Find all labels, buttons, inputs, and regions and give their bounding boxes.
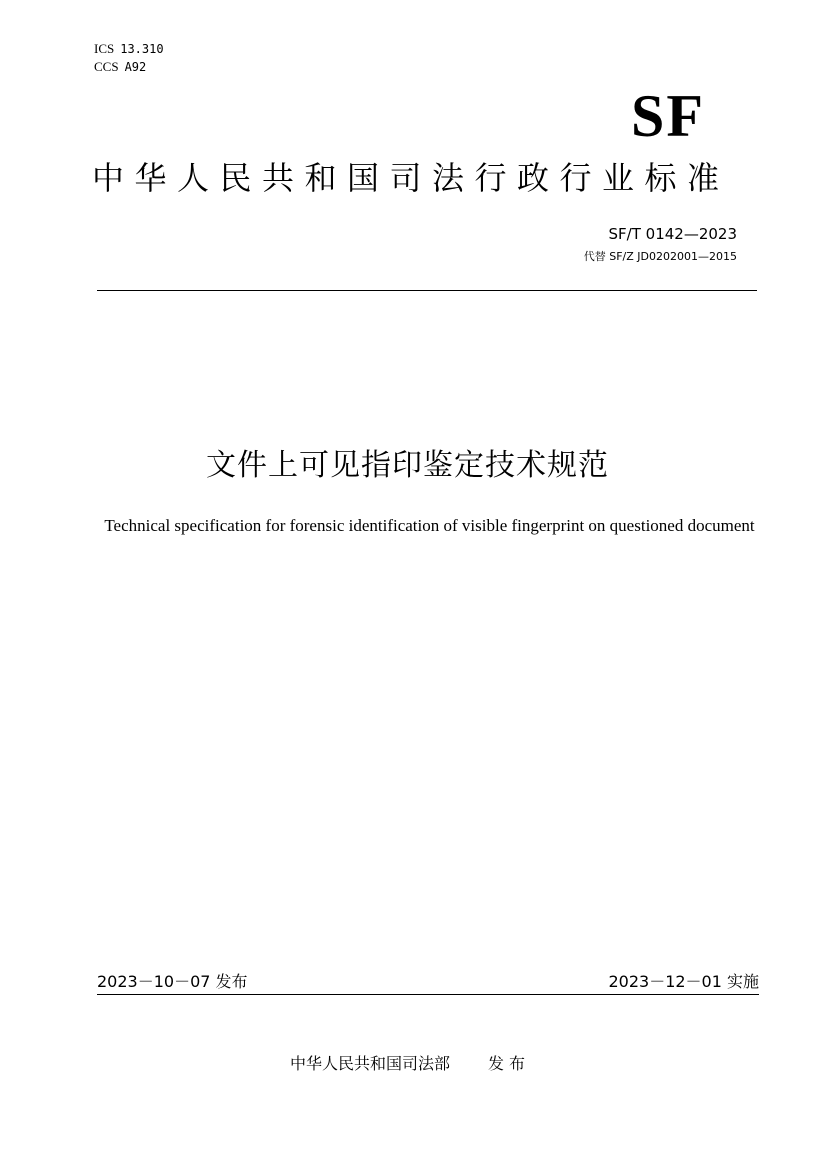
issue-date: 2023－10－07 发布	[97, 972, 248, 991]
implementation-date: 2023－12－01 实施	[608, 972, 759, 991]
publish-word: 发 布	[487, 1054, 526, 1073]
standard-type-heading: 中华人民共和国司法行政行业标准	[92, 159, 730, 197]
sf-logo: SF	[630, 83, 705, 149]
publisher-line	[0, 1053, 815, 1075]
ics-line	[94, 40, 164, 58]
document-title-en: Technical specification for forensic identification of visible fingerprint on questioned document	[104, 516, 755, 535]
ics-code: 13.310	[120, 42, 164, 56]
replaces-standard: 代替 SF/Z JD0202001—2015	[583, 250, 737, 263]
footer-divider	[97, 994, 759, 995]
header-divider	[97, 290, 757, 291]
standard-number: SF/T 0142—2023	[608, 225, 737, 243]
document-title-zh: 文件上可见指印鉴定技术规范	[206, 448, 609, 483]
classification-codes	[94, 40, 164, 76]
ccs-label: CCS	[94, 59, 119, 74]
publisher-name: 中华人民共和国司法部	[289, 1054, 450, 1073]
ccs-code: A92	[124, 60, 147, 74]
ccs-line	[94, 58, 164, 76]
ics-label: ICS	[94, 41, 115, 56]
